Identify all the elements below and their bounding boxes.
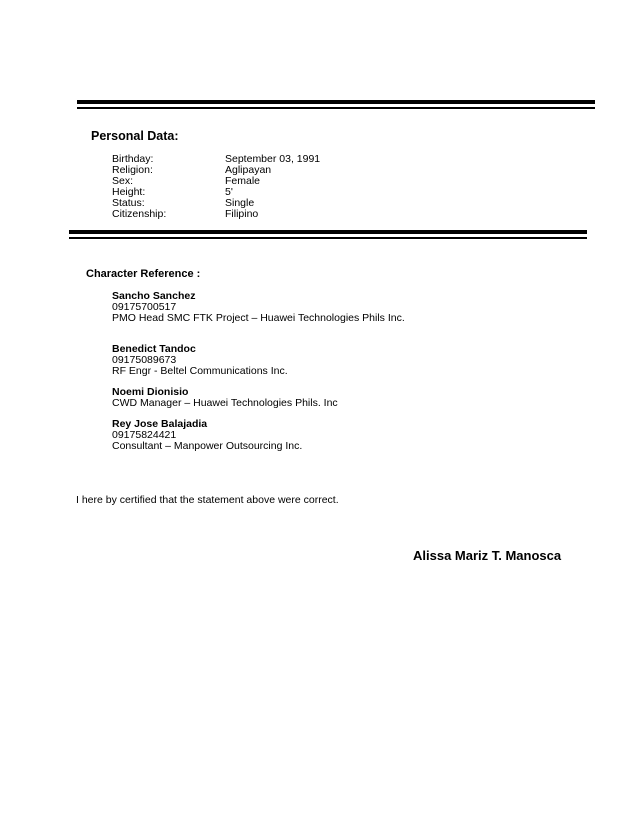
reference-name: Noemi Dionisio	[112, 386, 189, 398]
certification-statement: I here by certified that the statement above were correct.	[76, 494, 339, 506]
top-rule-thick	[77, 100, 595, 104]
reference-phone: 09175824421	[112, 429, 177, 441]
reference-item	[112, 344, 288, 377]
reference-item	[112, 291, 405, 324]
reference-name: Sancho Sanchez	[112, 290, 196, 302]
religion-value: Aglipayan	[225, 164, 272, 176]
sex-value: Female	[225, 175, 261, 187]
reference-name: Rey Jose Balajadia	[112, 418, 208, 430]
personal-data-heading: Personal Data:	[91, 129, 179, 143]
reference-role: CWD Manager – Huawei Technologies Phils. Inc	[112, 397, 338, 409]
middle-rule-thin	[69, 237, 587, 239]
religion-label: Religion:	[112, 164, 153, 176]
reference-role: RF Engr - Beltel Communications Inc.	[112, 365, 288, 377]
status-label: Status:	[112, 197, 145, 209]
middle-rule-thick	[69, 230, 587, 234]
reference-item	[112, 387, 338, 409]
citizenship-value: Filipino	[225, 208, 259, 220]
citizenship-label: Citizenship:	[112, 208, 167, 220]
reference-role: Consultant – Manpower Outsourcing Inc.	[112, 440, 303, 452]
reference-role: PMO Head SMC FTK Project – Huawei Technologies Phils Inc.	[112, 312, 405, 324]
height-value: 5'	[225, 186, 233, 198]
sex-label: Sex:	[112, 175, 134, 187]
personal-row-citizenship	[112, 209, 166, 220]
status-value: Single	[225, 197, 255, 209]
birthday-value: September 03, 1991	[225, 153, 321, 165]
reference-phone: 09175089673	[112, 354, 177, 366]
top-rule-thin	[77, 107, 595, 109]
height-label: Height:	[112, 186, 146, 198]
reference-item	[112, 419, 302, 452]
signature-name: Alissa Mariz T. Manosca	[413, 548, 562, 563]
birthday-label: Birthday:	[112, 153, 154, 165]
reference-name: Benedict Tandoc	[112, 343, 196, 355]
character-reference-heading: Character Reference :	[86, 268, 201, 280]
reference-phone: 09175700517	[112, 301, 177, 313]
